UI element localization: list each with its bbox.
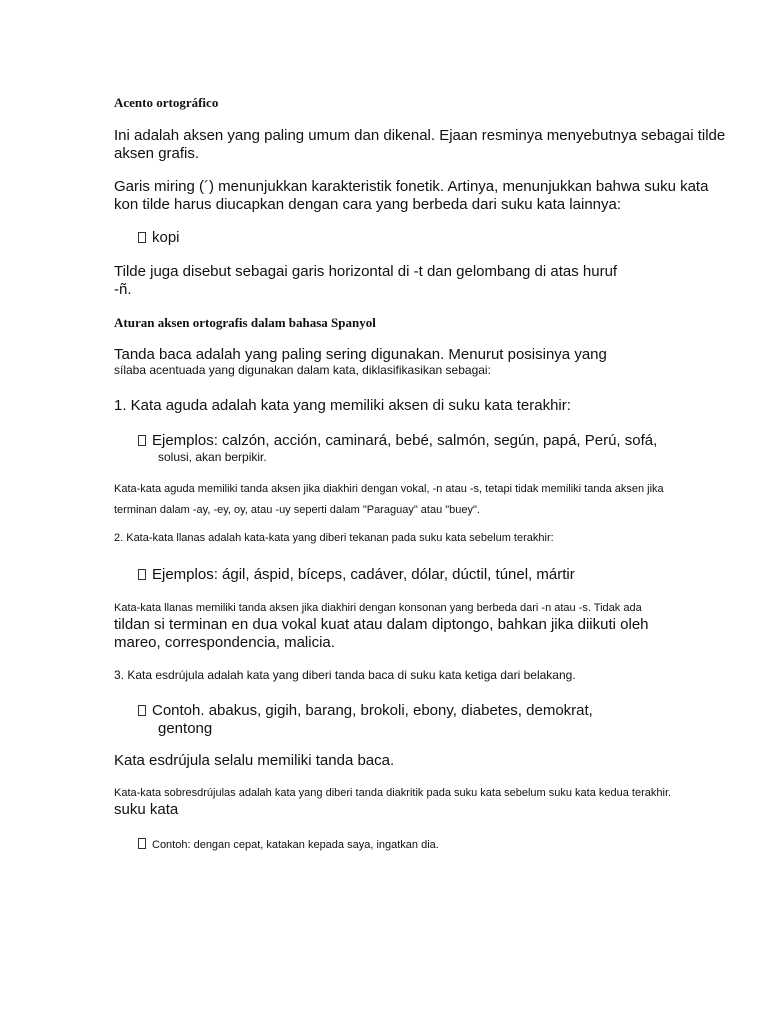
paragraph-line: terminan dalam -ay, -ey, oy, atau -uy seperti dalam "Paraguay" atau "buey". bbox=[114, 504, 480, 516]
paragraph-tilde bbox=[114, 263, 617, 299]
paragraph-line: Kata-kata llanas memiliki tanda aksen jika diakhiri dengan konsonan yang berbeda dari -n atau -s. Tidak ada bbox=[114, 602, 642, 614]
bullet-contoh-sobresdrujulas bbox=[138, 838, 439, 851]
paragraph-esdrujula-rule: Kata esdrújula selalu memiliki tanda baca. bbox=[114, 752, 395, 769]
paragraph-aguda-rule bbox=[114, 479, 664, 521]
heading-acento-ortografico: Acento ortográfico bbox=[114, 95, 219, 110]
paragraph-sobresdrujulas bbox=[114, 786, 671, 819]
paragraph-tanda-baca bbox=[114, 346, 607, 377]
bullet-contoh-esdrujula bbox=[138, 702, 593, 738]
bullet-text: Contoh. abakus, gigih, barang, brokoli, ebony, diabetes, demokrat, bbox=[152, 702, 593, 719]
paragraph-line: Tilde juga disebut sebagai garis horizontal di -t dan gelombang di atas huruf bbox=[114, 263, 618, 280]
paragraph-line: -ñ. bbox=[114, 281, 132, 298]
paragraph-line: Kata-kata aguda memiliki tanda aksen jika diakhiri dengan vokal, -n atau -s, tetapi tidak memiliki tanda aksen jika bbox=[114, 483, 664, 495]
paragraph-line: Ini adalah aksen yang paling umum dan dikenal. Ejaan resminya menyebutnya sebagai tilde bbox=[114, 127, 726, 144]
paragraph-line: sílaba acentuada yang digunakan dalam kata, diklasifikasikan sebagai: bbox=[114, 363, 491, 377]
bullet-text: Ejemplos: ágil, áspid, bíceps, cadáver, dólar, dúctil, túnel, mártir bbox=[152, 566, 575, 583]
bullet-box-icon bbox=[138, 705, 146, 716]
bullet-ejemplos-aguda bbox=[138, 432, 657, 465]
bullet-box-icon bbox=[138, 838, 146, 849]
bullet-ejemplos-llanas bbox=[138, 566, 575, 584]
paragraph-line: Kata-kata sobresdrújulas adalah kata yang diberi tanda diakritik pada suku kata sebelum suku kata kedua terakhir. bbox=[114, 787, 672, 799]
paragraph-llanas-rule bbox=[114, 600, 649, 652]
paragraph-line: suku kata bbox=[114, 801, 179, 818]
heading-aturan-aksen: Aturan aksen ortografis dalam bahasa Spanyol bbox=[114, 315, 376, 330]
bullet-text: kopi bbox=[152, 229, 180, 246]
bullet-text: Ejemplos: calzón, acción, caminará, bebé, salmón, según, papá, Perú, sofá, bbox=[152, 432, 658, 449]
paragraph-line: kon tilde harus diucapkan dengan cara yang berbeda dari suku kata lainnya: bbox=[114, 196, 622, 213]
bullet-box-icon bbox=[138, 569, 146, 580]
paragraph-kata-llanas: 2. Kata-kata llanas adalah kata-kata yang diberi tekanan pada suku kata sebelum terakhir: bbox=[114, 532, 554, 544]
paragraph-garis-miring bbox=[114, 178, 708, 214]
bullet-box-icon bbox=[138, 232, 146, 243]
paragraph-line: Tanda baca adalah yang paling sering digunakan. Menurut posisinya yang bbox=[114, 346, 607, 363]
paragraph-line: aksen grafis. bbox=[114, 145, 200, 162]
paragraph-line: Garis miring (´) menunjukkan karakteristik fonetik. Artinya, menunjukkan bahwa suku kata bbox=[114, 178, 709, 195]
bullet-text-continuation: solusi, akan berpikir. bbox=[158, 450, 267, 464]
bullet-text-continuation: gentong bbox=[158, 720, 213, 737]
bullet-text: Contoh: dengan cepat, katakan kepada saya, ingatkan dia. bbox=[152, 839, 439, 851]
paragraph-line: mareo, correspondencia, malicia. bbox=[114, 634, 335, 651]
bullet-kopi bbox=[138, 229, 180, 247]
bullet-box-icon bbox=[138, 435, 146, 446]
paragraph-kata-aguda: 1. Kata aguda adalah kata yang memiliki aksen di suku kata terakhir: bbox=[114, 397, 571, 414]
paragraph-intro bbox=[114, 127, 725, 163]
paragraph-line: tildan si terminan en dua vokal kuat atau dalam diptongo, bahkan jika diikuti oleh bbox=[114, 616, 649, 633]
paragraph-kata-esdrujula: 3. Kata esdrújula adalah kata yang diberi tanda baca di suku kata ketiga dari belakang. bbox=[114, 668, 576, 682]
